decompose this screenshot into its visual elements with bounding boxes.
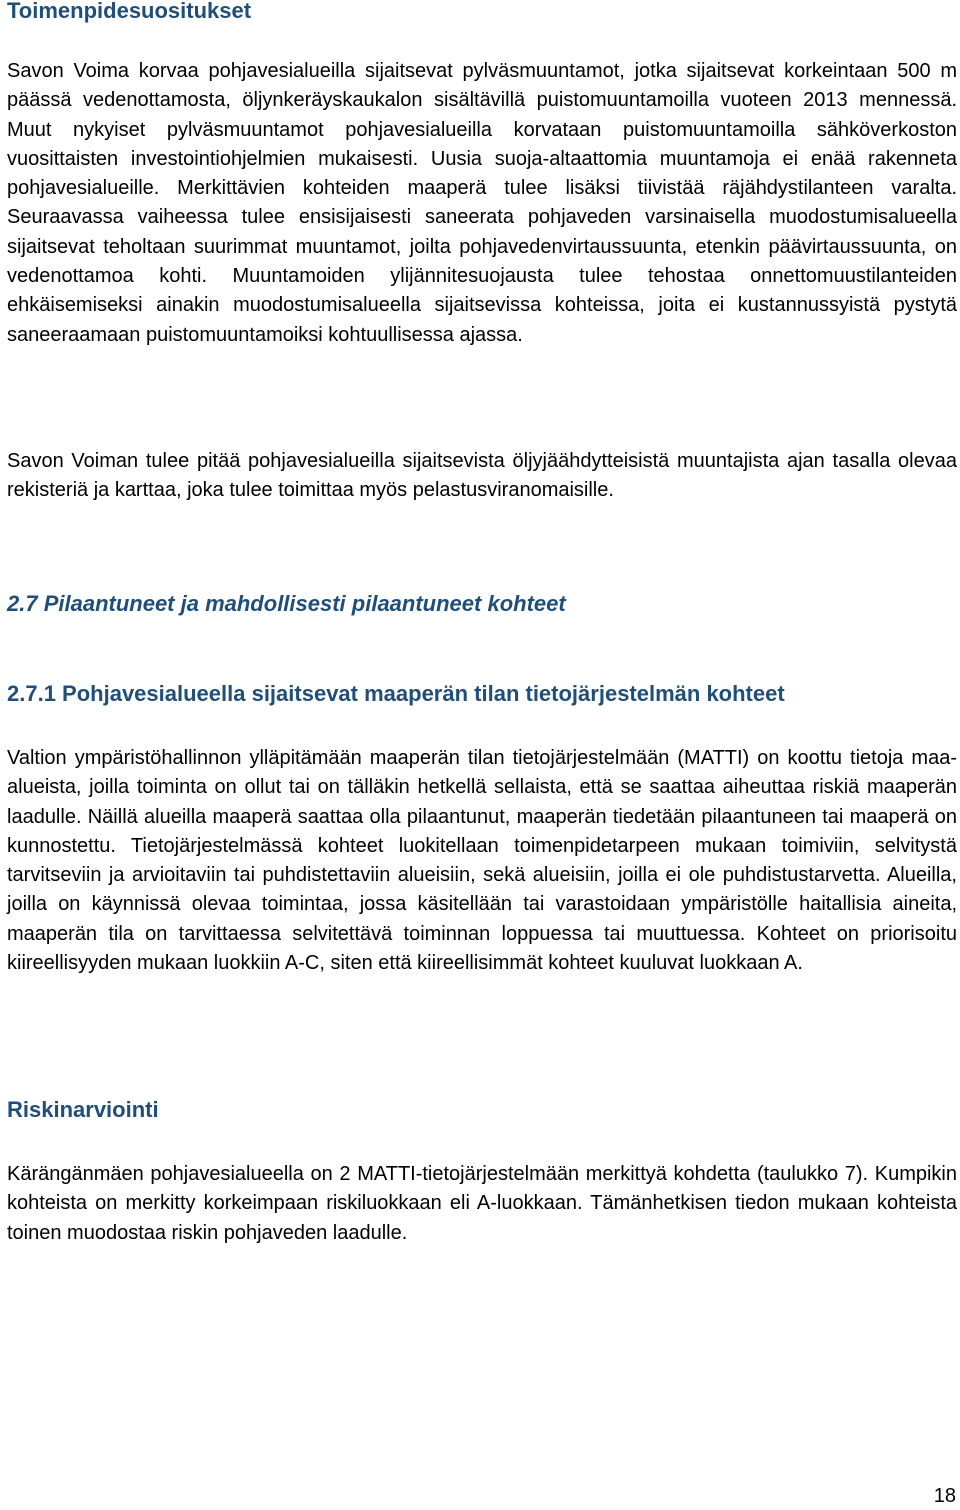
page-number: 18: [933, 1485, 956, 1507]
section-heading-2-7-1: 2.7.1 Pohjavesialueella sijaitsevat maaperän tilan tietojärjestelmän kohteet: [7, 681, 785, 706]
paragraph-riskinarviointi: Kärängänmäen pohjavesialueella on 2 MATTI-tietojärjestelmään merkittyä kohdetta (taulukko 7). Kumpikin kohteista on merkitty korkeimpaan riskiluokkaan eli A-luokkaan. Tämänhetkisen tiedon mukaan kohteista toinen muodostaa riskin pohjaveden laadulle.: [7, 1163, 957, 1244]
paragraph-toimenpidesuositukset-1: Savon Voima korvaa pohjavesialueilla sijaitsevat pylväsmuuntamot, jotka sijaitsevat korkeintaan 500 m päässä vedenottamosta, öljynkeräyskaukalon sisältävillä puistomuuntamoilla vuoteen 2013 mennessä. Muut nykyiset pylväsmuuntamot pohjavesialueilla korvataan puistomuuntamoilla sähköverkoston vuosittaisten investointiohjelmien mukaisesti. Uusia suoja-altaattomia muuntamoja ei enää rakenneta pohjavesialueille. Merkittävien kohteiden maaperä tulee lisäksi tiivistää räjähdystilanteen varalta. Seuraavassa vaiheessa tulee ensisijaisesti saneerata pohjaveden varsinaisella muodostumisalueella sijaitsevat teholtaan suurimmat muuntamot, joilta pohjavedenvirtaussuunta, etenkin päävirtaussuunta, on vedenottamoa kohti. Muuntamoiden ylijännitesuojausta tulee tehostaa onnettomuustilanteiden ehkäisemiseksi ainakin muodostumisalueella sijaitsevissa kohteissa, joita ei kustannussyistä pystytä saneeraamaan puistomuuntamoiksi kohtuullisessa ajassa.: [7, 60, 957, 346]
paragraph-matti-description: Valtion ympäristöhallinnon ylläpitämään maaperän tilan tietojärjestelmään (MATTI) on koottu tietoja maa-alueista, joilla toiminta on ollut tai on tälläkin hetkellä sellaista, että se saattaa aiheuttaa riskiä maaperän laadulle. Näillä alueilla maaperä saattaa olla pilaantunut, maaperän tiedetään pilaantuneen tai maaperä on kunnostettu. Tietojärjestelmässä kohteet luokitellaan toimenpidetarpeen mukaan toimiviin, selvitystä tarvitseviin ja arvioitaviin tai puhdistettaviin alueisiin, sekä alueisiin, joilla ei ole puhdistustarvetta. Alueilla, joilla on käynnissä olevaa toimintaa, jossa käsitellään tai varastoidaan ympäristölle haitallisia aineita, maaperän tila on tarvittaessa selvitettävä toiminnan loppuessa tai muuttuessa. Kohteet on priorisoitu kiireellisyyden mukaan luokkiin A-C, siten että kiireellisimmät kohteet kuuluvat luokkaan A.: [7, 747, 957, 975]
section-heading-2-7: 2.7 Pilaantuneet ja mahdollisesti pilaantuneet kohteet: [7, 591, 566, 616]
paragraph-toimenpidesuositukset-2: Savon Voiman tulee pitää pohjavesialueilla sijaitsevista öljyjäähdytteisistä muuntajista ajan tasalla olevaa rekisteriä ja karttaa, joka tulee toimittaa myös pelastusviranomaisille.: [7, 450, 957, 502]
section-heading-riskinarviointi: Riskinarviointi: [7, 1097, 159, 1122]
section-heading-toimenpidesuositukset: Toimenpidesuositukset: [7, 0, 252, 23]
